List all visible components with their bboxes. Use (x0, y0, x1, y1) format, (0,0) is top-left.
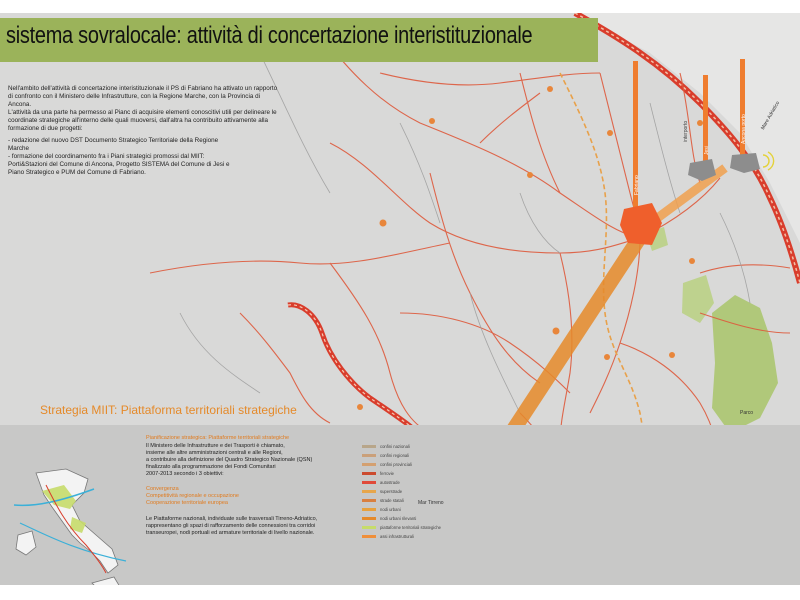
park-label: Parco (740, 410, 754, 416)
intro-line: Porti&Stazioni del Comune di Ancona, Progetto SISTEMA del Comune di Jesi e (8, 161, 230, 168)
intro-line: - formazione del coordinamento fra i Piani strategici promossi dal MIIT: (8, 153, 205, 160)
pointer-label: interporto (683, 120, 689, 142)
planning-heading: Pianificazione strategica: Piattaforme territoriali strategiche (146, 435, 290, 441)
legend-item (362, 496, 404, 504)
page-title: sistema sovralocale: attività di concertazione interistituzionale (6, 22, 533, 49)
legend-item (362, 514, 416, 522)
intro-line: Ancona. (8, 101, 32, 108)
sea-east-label: Mare Adriatico (760, 100, 782, 131)
legend-label: piattaforme territoriali strategiche (380, 524, 441, 530)
platform-line: transeuropei, nodi portuali ed armature territoriale di livello nazionale. (146, 530, 315, 536)
legend-item (362, 478, 400, 486)
legend-label: strade statali (380, 497, 404, 503)
pointer-label: Ancona porto (741, 114, 747, 144)
legend-swatch (362, 454, 376, 457)
legend-label: superstrade (380, 488, 403, 494)
strategic-axis-north (648, 168, 725, 225)
legend-label: nodi urbani (380, 506, 401, 512)
legend-label: confini provinciali (380, 461, 412, 467)
urban-node-ancona (730, 153, 760, 173)
legend-label: nodi urbani rilevanti (380, 515, 417, 521)
legend-swatch (362, 481, 376, 484)
legend-item (362, 460, 412, 468)
axis-pointer-3 (740, 59, 745, 159)
legend-swatch (362, 490, 376, 493)
legend-item (362, 442, 410, 450)
legend-swatch (362, 508, 376, 511)
intro-line: Nell'ambito dell'attività di concertazione interistituzionale il PS di Fabriano ha attivato un rapporto (8, 85, 278, 92)
planning-line: insieme alle altre amministrazioni centrali e alle Regioni, (146, 450, 283, 456)
axis-pointer-2 (703, 75, 708, 170)
planning-line: finalizzato alla programmazione dei Fondi Comunitari (146, 464, 276, 470)
platform-line: rappresentano gli spazi di rafforzamento delle connessioni tra corridoi (146, 523, 316, 529)
legend-item (362, 487, 402, 495)
legend-swatch (362, 445, 376, 448)
pointer-label: Fabriano (634, 175, 640, 195)
legend-swatch (362, 472, 376, 475)
legend-swatch (362, 535, 376, 538)
platform-line: Le Piattaforme nazionali, individuate sulle trasversali Tirreno-Adriatico, (146, 516, 318, 522)
planning-line: a contribuire alla definizione del Quadro Strategico Nazionale (QSN) (146, 457, 313, 463)
legend-swatch (362, 526, 376, 529)
legend-swatch (362, 463, 376, 466)
planning-line: 2007-2013 secondo i 3 obiettivi: (146, 471, 224, 477)
objective-item: Competitività regionale e occupazione (146, 493, 239, 499)
legend-item (362, 505, 401, 513)
objective-item: Convergenza (146, 486, 179, 492)
legend-label: autostrade (380, 479, 400, 485)
legend-item (362, 469, 394, 477)
planning-line: Il Ministero delle Infrastrutture e dei Trasporti è chiamato, (146, 443, 285, 449)
legend-label: confini nazionali (380, 443, 410, 449)
intro-line: formazione di due progetti: (8, 125, 83, 132)
legend-label: ferrovie (380, 470, 394, 476)
intro-line: coordinate strategiche all'interno delle quali muoversi, dall'altra ha contribuito attivamente alla (8, 117, 269, 124)
legend-item (362, 451, 409, 459)
intro-line: Marche (8, 145, 29, 152)
intro-line: Piano Strategico e PUM del Comune di Fabriano. (8, 169, 146, 176)
legend-item (362, 532, 414, 540)
italy-map (6, 465, 146, 585)
sea-west-label: Mar Tirreno (418, 500, 444, 506)
intro-line: di confronto con il Ministero delle Infrastrutture, con la Regione Marche, con la Provincia di (8, 93, 261, 100)
legend-item (362, 523, 441, 531)
legend-swatch (362, 517, 376, 520)
intro-line: - redazione del nuovo DST Documento Strategico Territoriale della Regione (8, 137, 219, 144)
strategy-title: Strategia MIIT: Piattaforma territoriali strategiche (40, 403, 297, 417)
intro-line: L'attività da una parte ha permesso al Pianc di acquisire elementi conoscitivi utili per delineare le (8, 109, 277, 116)
legend-swatch (362, 499, 376, 502)
objective-item: Cooperazione territoriale europea (146, 500, 228, 506)
pointer-label: Jesi (704, 146, 710, 155)
italy-outline (16, 469, 120, 585)
legend-label: assi infrastrutturali (380, 533, 414, 539)
legend-label: confini regionali (380, 452, 410, 458)
